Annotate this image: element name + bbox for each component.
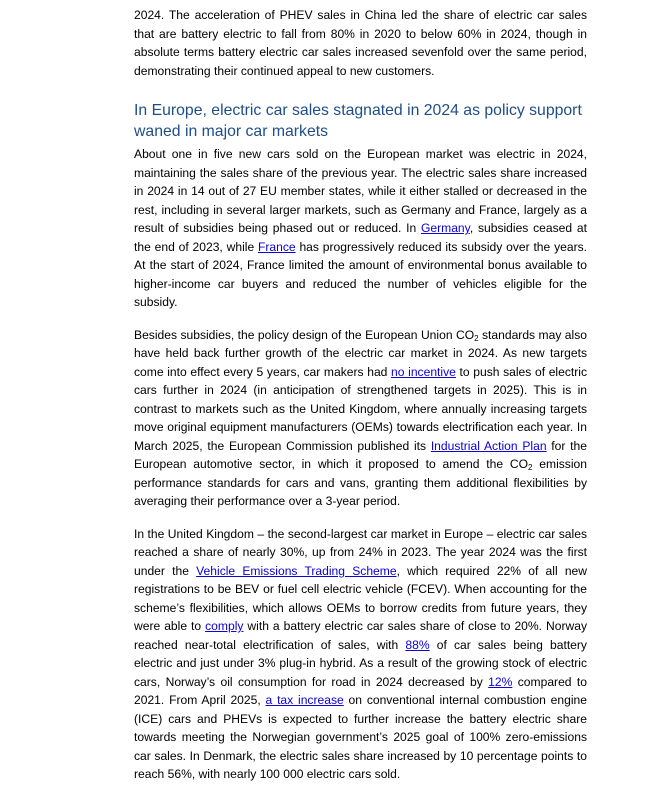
document-page	[134, 6, 587, 784]
paragraph-eu-standards	[134, 326, 587, 511]
intro-paragraph	[134, 6, 587, 80]
intro-text: 2024. The acceleration of PHEV sales in China led the share of electric car sales that are battery electric to fall from 80% in 2020 to below 60% in 2024, though in absolute terms battery electric car sales increased sevenfold over the same period, demonstrating their continued appeal to new customers.	[134, 8, 587, 78]
paragraph-text: , which required 22% of all new registrations to be BEV or fuel cell electric vehicle (FCEV). When accounting for the scheme’s flexibilities, which allows OEMs to borrow credits from future years, they were able to	[134, 563, 588, 633]
link-88-percent[interactable]: 88%	[405, 637, 430, 652]
paragraph-uk-norway-denmark	[134, 525, 587, 784]
paragraph-text: of car sales being battery electric and just under 3% plug-in hybrid. As a result of the growing stock of electric cars, Norway’s oil consumption for road in 2024 decreased by	[134, 637, 587, 689]
link-12-percent[interactable]: 12%	[488, 674, 513, 689]
paragraph-text: In the United Kingdom – the second-largest car market in Europe – electric car sales reached a share of nearly 30%, up from 24% in 2023. The year 2024 was the first under the	[134, 526, 587, 578]
link-comply[interactable]: comply	[205, 619, 244, 633]
subscript: 2	[474, 333, 479, 343]
link-vehicle-emissions-trading-scheme[interactable]: Vehicle Emissions Trading Scheme	[196, 563, 397, 578]
section-heading: In Europe, electric car sales stagnated in 2024 as policy support waned in major car markets	[134, 102, 582, 140]
link-no-incentive[interactable]: no incentive	[391, 364, 456, 379]
paragraph-text: Besides subsidies, the policy design of the European Union CO	[134, 327, 475, 342]
paragraph-text: with a battery electric car sales share of close to 20%. Norway reached near-total electrification of sales, with	[134, 619, 587, 652]
paragraph-text: emission performance standards for cars and vans, granting them additional flexibilities by averaging their performance over a 3-year period.	[134, 457, 587, 508]
link-industrial-action-plan[interactable]: Industrial Action Plan	[430, 438, 547, 453]
subscript: 2	[528, 463, 533, 472]
link-tax-increase[interactable]: a tax increase	[265, 693, 344, 707]
link-germany[interactable]: Germany	[420, 221, 470, 235]
paragraph-text: has progressively reduced its subsidy over the years. At the start of 2024, France limited the amount of environmental bonus available to higher-income car buyers and reduced the number of vehicles eligible for the subsidy.	[134, 239, 588, 309]
paragraph-text: for the European automotive sector, in which it proposed to amend the CO	[134, 438, 587, 471]
paragraph-text: , subsidies ceased at the end of 2023, while	[134, 221, 587, 254]
paragraph-europe-sales	[134, 145, 587, 312]
paragraph-text: About one in five new cars sold on the European market was electric in 2024, maintaining the sales share of the previous year. The electric sales share increased in 2024 in 14 out of 27 EU member states, while it either stalled or decreased in the rest, including in several larger markets, such as Germany and France, largely as a result of subsidies being phased out or reduced. In	[134, 147, 587, 235]
paragraph-text: standards may also have held back further growth of the electric car market in 2024. As new targets come into effect every 5 years, car makers had	[134, 327, 587, 379]
paragraph-text: compared to 2021. From April 2025,	[134, 674, 587, 707]
paragraph-text: to push sales of electric cars further in 2024 (in anticipation of strengthened targets in 2025). This is in contrast to markets such as the United Kingdom, where annually increasing targets move original equipment manufacturers (OEMs) towards electrification each year. In March 2025, the European Commission published its	[134, 364, 588, 453]
paragraph-text: on conventional internal combustion engine (ICE) cars and PHEVs is expected to further increase the battery electric share towards meeting the Norwegian government’s 2025 goal of 100% zero-emissions car sales. In Denmark, the electric sales share increased by 10 percentage points to reach 56%, with nearly 100 000 electric cars sold.	[134, 693, 587, 781]
link-france[interactable]: France	[258, 239, 296, 254]
